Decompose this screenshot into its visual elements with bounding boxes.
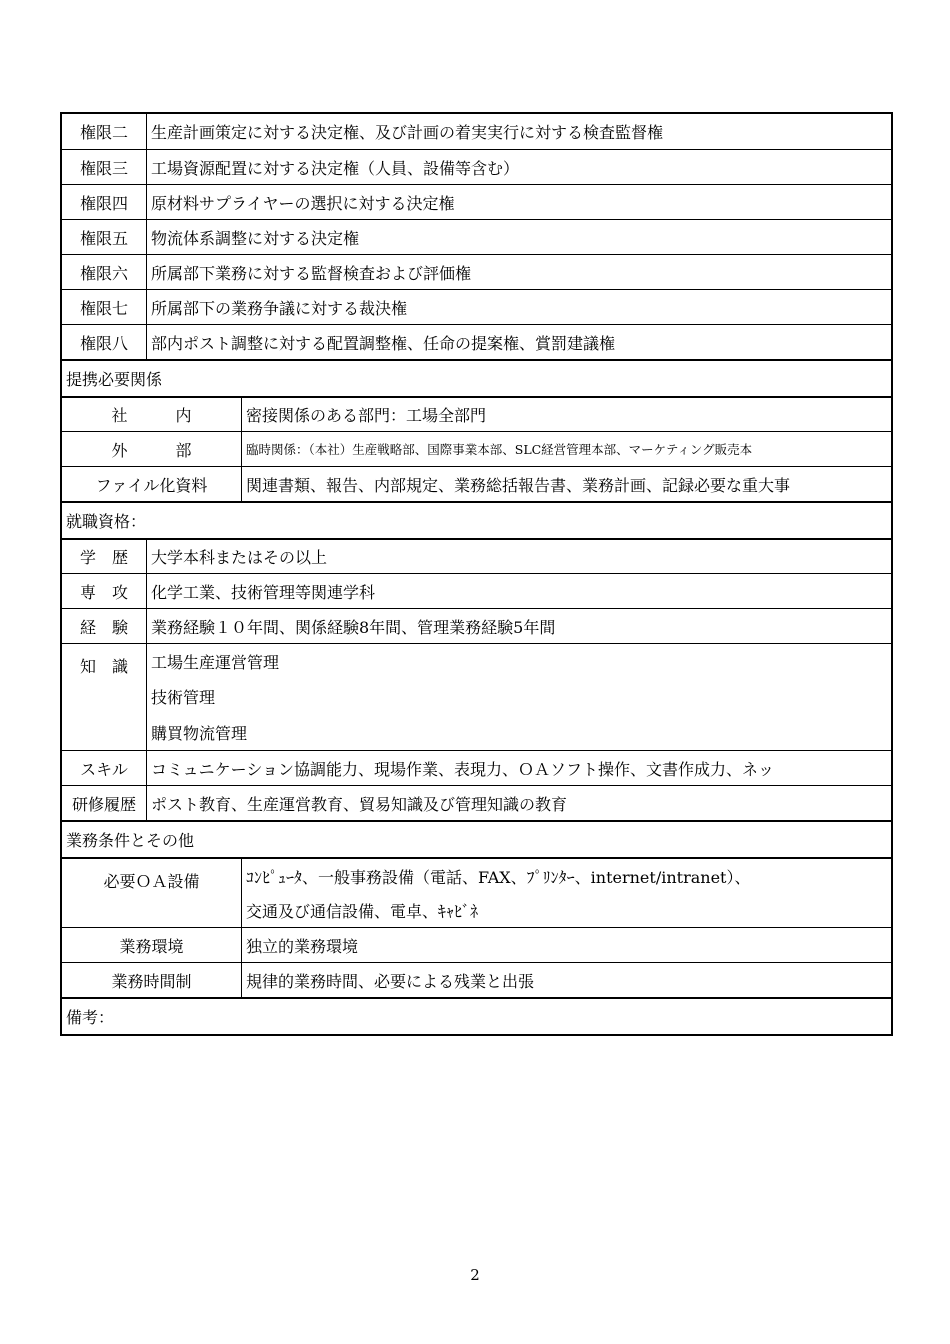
- authority-text: 所属部下の業務争議に対する裁決権: [151, 298, 408, 318]
- remarks-section: [62, 997, 891, 1034]
- training-label: 研修履歴: [62, 786, 147, 820]
- training-text: ポスト教育、生産運営教育、貿易知識及び管理知識の教育: [151, 794, 568, 814]
- authority-text: 所属部下業務に対する監督検査および評価権: [151, 263, 472, 283]
- authority-label: 権限三: [62, 150, 147, 184]
- training-row: [62, 785, 891, 820]
- knowledge-row: [62, 643, 891, 750]
- experience-row: [62, 608, 891, 643]
- equipment-label: 必要ＯＡ設備: [62, 859, 242, 927]
- education-row: [62, 538, 891, 573]
- cooperation-section: [62, 359, 891, 396]
- cooperation-internal-row: [62, 396, 891, 431]
- knowledge-item: 工場生産運営管理: [151, 653, 280, 673]
- authority-label: 権限四: [62, 185, 147, 219]
- conditions-section: [62, 820, 891, 857]
- authority-label: 権限八: [62, 325, 147, 359]
- authority-text: 工場資源配置に対する決定権（人員、設備等含む）: [151, 158, 520, 178]
- section-title: 業務条件とその他: [66, 831, 195, 850]
- skills-label: スキル: [62, 751, 147, 785]
- hours-text: 規律的業務時間、必要による残業と出張: [246, 971, 535, 991]
- authority-label: 権限七: [62, 290, 147, 324]
- knowledge-item: 技術管理: [151, 688, 216, 708]
- major-label: 専 攻: [62, 574, 147, 608]
- page-number: 2: [470, 1266, 480, 1284]
- knowledge-list: [147, 644, 891, 750]
- skills-row: [62, 750, 891, 785]
- internal-label: 社 内: [62, 398, 242, 431]
- job-description-table: [60, 112, 893, 1036]
- knowledge-item: 購買物流管理: [151, 723, 248, 743]
- documents-text: 関連書類、報告、内部規定、業務総括報告書、業務計画、記録必要な重大事: [246, 475, 791, 495]
- external-label: 外 部: [62, 432, 242, 466]
- authority-text: 物流体系調整に対する決定権: [151, 228, 360, 248]
- authority-row-3: [62, 149, 891, 184]
- section-title: 提携必要関係: [66, 370, 163, 389]
- external-text: 臨時関係：（本社）生産戦略部、国際事業本部、SLC経営管理本部、マーケティング販売本: [246, 442, 753, 457]
- authority-row-5: [62, 219, 891, 254]
- authority-text: 原材料サプライヤーの選択に対する決定権: [151, 193, 455, 213]
- hours-label: 業務時間制: [62, 963, 242, 997]
- qualifications-section: [62, 501, 891, 538]
- section-title: 就職資格：: [66, 512, 147, 531]
- authority-label: 権限六: [62, 255, 147, 289]
- experience-text: 業務経験１０年間、関係経験8年間、管理業務経験5年間: [151, 617, 556, 637]
- authority-row-2: [62, 114, 891, 149]
- education-label: 学 歴: [62, 540, 147, 573]
- knowledge-label: 知 識: [62, 644, 147, 750]
- equipment-list: [242, 859, 891, 927]
- equipment-line: 交通及び通信設備、電卓、ｷｬﾋﾞﾈ: [246, 901, 479, 921]
- section-title: 備考：: [66, 1008, 115, 1027]
- authority-label: 権限五: [62, 220, 147, 254]
- authority-row-4: [62, 184, 891, 219]
- environment-row: [62, 927, 891, 962]
- experience-label: 経 験: [62, 609, 147, 643]
- authority-label: 権限二: [62, 114, 147, 149]
- major-text: 化学工業、技術管理等関連学科: [151, 582, 376, 602]
- major-row: [62, 573, 891, 608]
- documents-row: [62, 466, 891, 501]
- authority-row-6: [62, 254, 891, 289]
- cooperation-external-row: [62, 431, 891, 466]
- authority-row-7: [62, 289, 891, 324]
- equipment-row: [62, 857, 891, 927]
- hours-row: [62, 962, 891, 997]
- documents-label: ファイル化資料: [62, 467, 242, 501]
- authority-text: 部内ポスト調整に対する配置調整権、任命の提案権、賞罰建議権: [151, 333, 616, 353]
- education-text: 大学本科またはその以上: [151, 548, 328, 567]
- internal-text: 密接関係のある部門：工場全部門: [246, 406, 487, 425]
- environment-text: 独立的業務環境: [246, 936, 359, 956]
- authority-text: 生産計画策定に対する決定権、及び計画の着実実行に対する検査監督権: [151, 123, 664, 142]
- authority-row-8: [62, 324, 891, 359]
- skills-text: コミュニケーション協調能力、現場作業、表現力、ＯＡソフト操作、文書作成力、ネッ: [151, 759, 775, 779]
- environment-label: 業務環境: [62, 928, 242, 962]
- equipment-line: ｺﾝﾋﾟｭｰﾀ、一般事務設備（電話、FAX、ﾌﾟﾘﾝﾀｰ、internet/intranet）、: [246, 867, 751, 887]
